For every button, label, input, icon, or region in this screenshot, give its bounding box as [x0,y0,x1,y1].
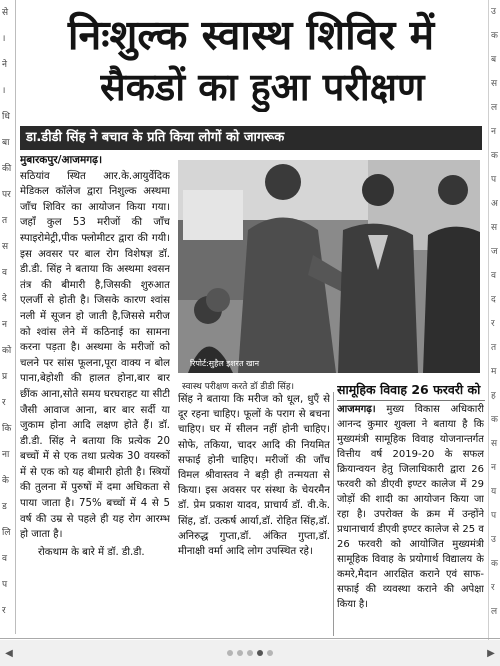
story-column-1 [20,153,170,637]
adjacent-text-fragment: ल [491,607,498,617]
story-body-part-1: सठियांव स्थित आर.के.आयुर्वेदिक मेडिकल कॉलेज द्वारा निशुल्क अस्थमा जाँच शिविर का आयोजन किया गया। जहाँ कुल 53 मरीजों की जाँच स्पाइरोमेट्री,पीक फ्लोमीटर द्वारा की गयी। इस अवसर पर बाल रोग विशेषज्ञ डॉ. डी.डी. सिंह ने बताया कि अस्थमा श्वसन तंत्र की बीमारी है,जिसकी शुरुआत एलर्जी से होती है। जिसके कारण श्वांस नली में सूजन हो जाती है,जिससे मरीज को श्वांस लेने में कठिनाई का सामना करना पड़ता है। अस्थमा के मरीजों को चलने पर सांस फूलना,पूरा वाक्य न बोल पाना,बेहोशी की हालत होना,बार बार छींक आना,सोते समय घरघराहट या सीटी जैसी आवाज आना, बार बार सर्दी या जुकाम होना आदि लक्षण होते हैं। डॉ. डी.डी. सिंह ने बताया कि प्रत्येक 20 बच्चों में से एक तथा प्रत्येक 30 वयस्कों में से एक को यह बीमारी होती है। स्त्रियों की तुलना में पुरुषों में दमा अधिकता से पाया जाता है। 75% बच्चों में 4 से 5 वर्ष की उम्र से पहले ही यह रोग आरम्भ हो जाता है। [20,170,170,541]
adjacent-text-fragment: क [491,151,498,161]
adjacent-text-fragment: ह [491,391,496,401]
adjacent-text-fragment: कि [2,424,12,434]
adjacent-text-fragment: दे [2,294,7,304]
adjacent-text-fragment: ने [2,60,7,70]
page-dot[interactable] [227,650,233,656]
adjacent-text-fragment: त [491,343,497,353]
story2-text: मुख्य विकास अधिकारी आनन्द कुमार शुक्ला ने बताया है कि मुख्यमंत्री सामूहिक विवाह योजनान्तर्गत वित्तीय वर्ष 2019-20 के सफल क्रियान्वयन हेतु जिलाधिकारी द्वारा 26 फरवरी को डीएवी इण्टर कालेज में 29 जोड़ों की शादी का आयोजन किया जा रहा है। उपरोक्त के क्रम में उन्होंने प्रधानाचार्य डीएवी इण्टर कालेज से 25 व 26 फरवरी को आयोजित मुख्यमंत्री सामूहिक विवाह के प्रयोगार्थ विद्यालय के कमरे,मैदान आरक्षित कराने एवं साफ-सफाई की व्यवस्था कराने की अपेक्षा किया है। [337,404,484,610]
adjacent-text-fragment: स [2,242,9,252]
adjacent-text-fragment: ल [491,103,498,113]
story-column-2: सिंह ने बताया कि मरीज को धूल, धुएँ से दूर रहना चाहिए। फूलों के पराग से बचना चाहिए। घर में सीलन नहीं होनी चाहिए। सोफे, तकिया, चादर आदि की नियमित सफाई होनी चाहिए। मरीजों की जाँच विमल श्रीवास्तव ने बड़ी ही तन्मयता से किया। इस अवसर पर संस्था के चेयरमैन डॉ. प्रेम प्रकाश यादव, प्राचार्य डॉ. वी.के. सिंह, डॉ. उत्कर्ष आर्या,डॉ. रोहित सिंह,डॉ. अनिरुद्ध गुप्ता,डॉ. अंकित गुप्ता,डॉ. मीनाक्षी वर्मा आदि लोग उपस्थित रहे। [178,394,330,558]
adjacent-text-fragment: स [491,79,498,89]
news-photo [178,160,480,373]
adjacent-text-fragment: प [491,175,497,185]
adjacent-text-fragment: न [491,463,496,473]
adjacent-text-fragment: लि [2,528,11,538]
adjacent-text-fragment: प [491,511,497,521]
adjacent-text-fragment: से [2,8,9,18]
horizontal-scrollbar[interactable] [0,640,500,666]
page-dot[interactable] [267,650,273,656]
adjacent-text-fragment: र [2,606,6,616]
adjacent-text-fragment: व [491,271,497,281]
adjacent-text-fragment: न [2,320,7,330]
adjacent-column-left [0,0,16,634]
adjacent-text-fragment: ड [2,502,7,512]
adjacent-text-fragment: बा [2,138,10,148]
photo-credit: रिपोर्ट:सुहैल इशरत खान [190,359,260,368]
adjacent-text-fragment: ब [491,55,497,65]
page-indicator [227,648,273,658]
adjacent-text-fragment: म [491,367,497,377]
photo-illustration [178,160,480,373]
adjacent-text-fragment: य [491,487,497,497]
scroll-right-arrow-icon[interactable]: ▶ [487,647,495,659]
adjacent-text-fragment: क [491,559,498,569]
page-dot[interactable] [247,650,253,656]
adjacent-text-fragment: न [491,127,496,137]
adjacent-text-fragment: स [491,439,498,449]
column-divider [333,392,334,636]
adjacent-text-fragment: उ [491,7,496,17]
story2-body [337,402,484,636]
page-dot-active[interactable] [257,650,263,656]
scroll-left-arrow-icon[interactable]: ◀ [5,647,13,659]
subheadline-bar: डा.डीडी सिंह ने बचाव के प्रति किया लोगों को जागरूक [20,126,482,150]
scroll-track[interactable] [18,648,482,658]
adjacent-text-fragment: ज [491,247,498,257]
adjacent-text-fragment: क [491,31,498,41]
adjacent-text-fragment: को [2,346,12,356]
page-dot[interactable] [237,650,243,656]
adjacent-text-fragment: त [2,216,8,226]
adjacent-text-fragment: अ [491,199,498,209]
adjacent-text-fragment: र [491,583,495,593]
story-dateline: मुबारकपुर/आजमगढ़। [20,154,103,166]
adjacent-text-fragment: पर [2,190,11,200]
adjacent-text-fragment: धि [2,112,10,122]
adjacent-text-fragment: क [491,415,498,425]
adjacent-text-fragment: उ [491,535,496,545]
adjacent-text-fragment: की [2,164,12,174]
adjacent-text-fragment: व [2,268,8,278]
adjacent-text-fragment: र [2,398,6,408]
adjacent-text-fragment: प [2,580,8,590]
photo-caption: स्वास्थ परीक्षण करते डॉ डीडी सिंह। [182,382,295,392]
adjacent-text-fragment: प्र [2,372,8,382]
story-body-continuation: रोकथाम के बारे में डॉ. डी.डी. [38,546,145,558]
headline-line-1: निःशुल्क स्वास्थ शिविर में [67,11,435,59]
adjacent-text-fragment: । [2,34,6,44]
adjacent-text-fragment: व [2,554,8,564]
adjacent-text-fragment: स [491,223,498,233]
adjacent-text-fragment: । [2,86,6,96]
story2-headline: सामूहिक विवाह 26 फरवरी को [337,381,485,401]
headline-line-2: सैकडों का हुआ परीक्षण [100,64,425,109]
adjacent-column-right [488,0,500,640]
page-bottom-rule [0,638,500,639]
adjacent-text-fragment: द [491,295,496,305]
adjacent-text-fragment: के [2,476,9,486]
adjacent-text-fragment: र [491,319,495,329]
adjacent-text-fragment: ना [2,450,10,460]
story2-dateline: आजमगढ़। [337,404,376,415]
